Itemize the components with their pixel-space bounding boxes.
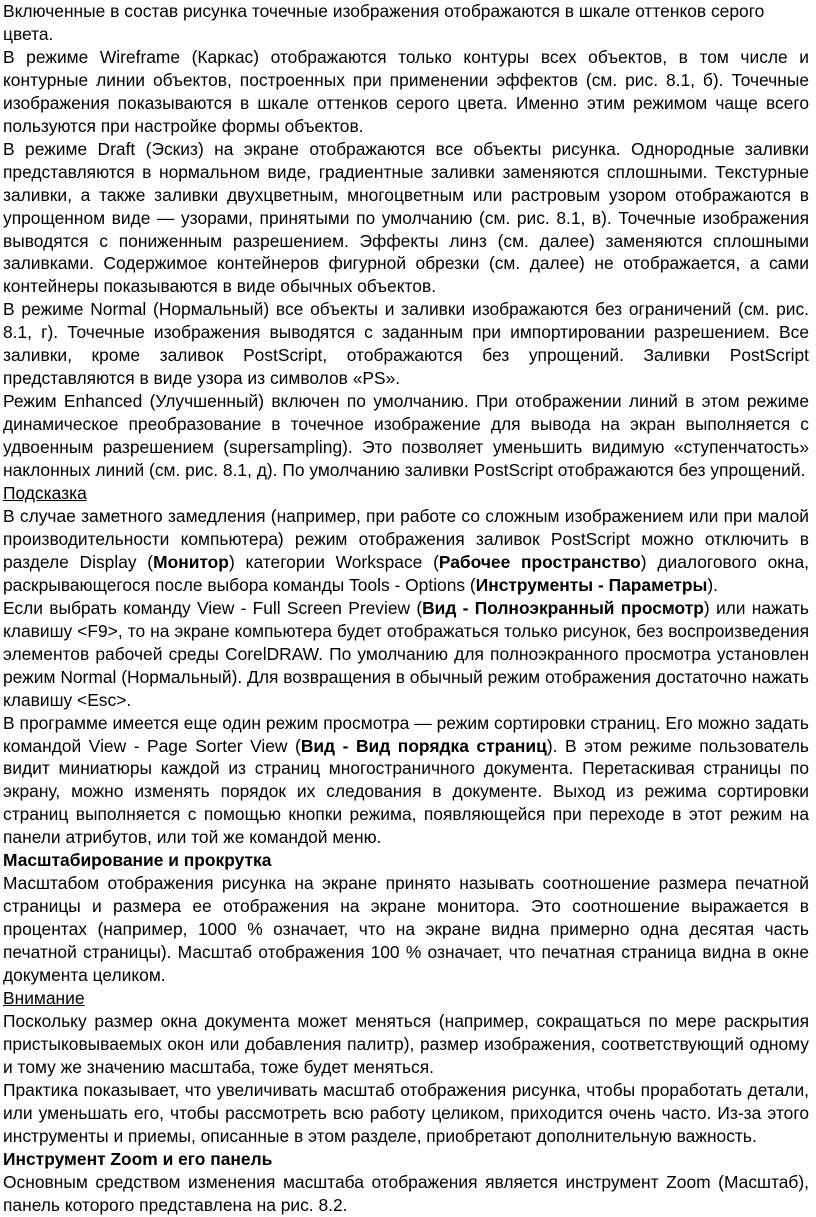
paragraph xyxy=(3,712,809,850)
text-run: Если выбрать команду View - Full Screen Preview ( xyxy=(3,597,423,618)
bold-term: Вид - Вид порядка страниц xyxy=(300,735,547,756)
paragraph xyxy=(3,1010,809,1079)
paragraph xyxy=(3,138,809,299)
paragraph xyxy=(3,390,809,482)
paragraph xyxy=(3,0,809,46)
paragraph xyxy=(3,505,809,597)
paragraph xyxy=(3,597,809,712)
text-run: В режиме Wireframe (Каркас) отображаются только контуры всех объектов, в том числе и контурные линии объектов, построенных при применении эффектов (см. рис. 8.1, б). Точечные изображения показываются в шкале оттенков серого цвета. Именно этим режимом чаще всего пользуются при настройке формы объектов. xyxy=(3,46,809,136)
paragraph xyxy=(3,1171,809,1217)
text-run: Подсказка xyxy=(3,483,87,504)
bold-term: Вид - Полноэкранный просмотр xyxy=(422,597,704,618)
text-run: Масштабом отображения рисунка на экране принято называть соотношение размера печатной страницы и размера ее отображения на экране монитора. Это соотношение выражается в процентах (например, 1000 % означает, что на экране видна примерно одна десятая часть печатной страницы). Масштаб отображения 100 % означает, что печатная страница видна в окне документа целиком. xyxy=(3,873,809,986)
text-run: Включенные в состав рисунка точечные изображения отображаются в шкале оттенков серого цвета. xyxy=(3,1,765,44)
text-run: Поскольку размер окна документа может меняться (например, сокращаться по мере раскрытия пристыковываемых окон или добавления палитр), размер изображения, соответствующий одному и тому же значению масштаба, тоже будет меняться. xyxy=(3,1010,809,1077)
text-run: Внимание xyxy=(3,987,85,1008)
bold-term: Рабочее пространство xyxy=(438,551,641,572)
paragraph xyxy=(3,872,809,987)
text-run: ) или нажать клавишу <F9>, то на экране компьютера будет отображаться только рисунок, без воспроизведения элементов рабочей среды CorelDRAW. По умолчанию для полноэкранного просмотра установлен режим Normal (Нормальный). Для возвращения в обычный режим отображения достаточно нажать клавишу <Esc>. xyxy=(3,597,809,710)
paragraph xyxy=(3,298,809,390)
paragraph xyxy=(3,46,809,138)
text-run: Основным средством изменения масштаба отображения является инструмент Zoom (Масштаб), панель которого представлена на рис. 8.2. xyxy=(3,1171,809,1215)
text-run: Практика показывает, что увеличивать масштаб отображения рисунка, чтобы проработать детали, или уменьшать его, чтобы рассмотреть всю работу целиком, приходится очень часто. Из-за этого инструменты и приемы, описанные в этом разделе, приобретают дополнительную важность. xyxy=(3,1079,809,1146)
paragraph xyxy=(3,1079,809,1148)
section-heading xyxy=(3,1148,809,1171)
text-run: ) диалогового окна, раскрывающегося после выбора команды Tools - Options ( xyxy=(3,551,809,595)
note-label xyxy=(3,482,809,505)
note-label xyxy=(3,987,809,1010)
text-run: В программе имеется еще один режим просмотра — режим сортировки страниц. Его можно задать командой View - Page Sorter View ( xyxy=(3,712,809,756)
text-run: В режиме Normal (Нормальный) все объекты и заливки изображаются без ограничений (см. рис. 8.1, г). Точечные изображения выводятся с заданным при импортировании разрешением. Все заливки, кроме заливок PostScript, отображаются без упрощений. Заливки PostScript представляются в виде узора из символов «PS». xyxy=(3,299,809,389)
bold-term: Инструменты - Параметры xyxy=(475,574,708,595)
text-run: В случае заметного замедления (например, при работе со сложным изображением или при малой производительности компьютера) режим отображения заливок PostScript можно отключить в разделе Display ( xyxy=(3,505,809,572)
text-run: Инструмент Zoom и его панель xyxy=(3,1148,273,1169)
section-heading xyxy=(3,849,809,872)
text-run: ) категории Workspace ( xyxy=(228,551,439,572)
text-run: ). В этом режиме пользователь видит миниатюры каждой из страниц многостраничного документа. Перетаскивая страницы по экрану, можно изменять порядок их следования в документе. Выход из режима сортировки страниц выполняется с помощью кнопки режима, появляющейся при переходе в этот режим на панели атрибутов, или той же командой меню. xyxy=(3,735,809,848)
text-run: ). xyxy=(707,574,719,595)
text-run: В режиме Draft (Эскиз) на экране отображаются все объекты рисунка. Однородные заливки представляются в нормальном виде, градиентные заливки заменяются сплошными. Текстурные заливки, а также заливки двухцветным, многоцветным или растровым узором отображаются в упрощенном виде — узорами, принятыми по умолчанию (см. рис. 8.1, в). Точечные изображения выводятся с пониженным разрешением. Эффекты линз (см. далее) заменяются сплошными заливками. Содержимое контейнеров фигурной обрезки (см. далее) не отображается, а сами контейнеры показываются в виде обычных объектов. xyxy=(3,138,809,297)
text-run: Масштабирование и прокрутка xyxy=(3,850,272,871)
bold-term: Монитор xyxy=(153,551,229,572)
text-run: Режим Enhanced (Улучшенный) включен по умолчанию. При отображении линий в этом режиме динамическое преобразование в точечное изображение для вывода на экран выполняется с удвоенным разрешением (supersampling). Это позволяет уменьшить видимую «ступенчатость» наклонных линий (см. рис. 8.1, д). По умолчанию заливки PostScript отображаются без упрощений. xyxy=(3,391,809,481)
